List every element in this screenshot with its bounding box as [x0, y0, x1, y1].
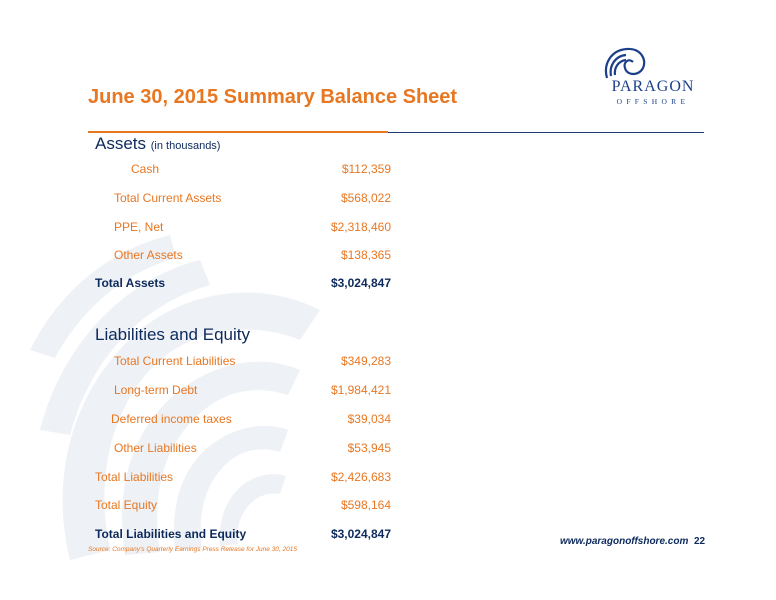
row-value-total-current-liabilities: $349,283 — [340, 354, 391, 368]
row-value-total-assets: $3,024,847 — [330, 276, 391, 290]
row-value-other-assets: $138,365 — [340, 248, 391, 262]
assets-heading-text: Assets — [95, 134, 147, 153]
row-label-deferred-income-taxes: Deferred income taxes — [111, 412, 232, 426]
row-value-ppe-net: $2,318,460 — [330, 220, 391, 234]
assets-heading-sub: (in thousands) — [150, 140, 221, 152]
row-value-other-liabilities: $53,945 — [347, 441, 391, 455]
logo-wordmark: PARAGON — [611, 78, 695, 95]
logo-subtitle: OFFSHORE — [616, 97, 690, 106]
row-label-total-liabilities-and-equity: Total Liabilities and Equity — [95, 527, 247, 541]
row-value-total-current-assets: $568,022 — [340, 191, 391, 205]
row-value-long-term-debt: $1,984,421 — [330, 383, 391, 397]
row-label-total-equity: Total Equity — [95, 498, 158, 512]
page-title: June 30, 2015 Summary Balance Sheet — [88, 86, 458, 108]
liabilities-heading: Liabilities and Equity — [95, 325, 250, 344]
row-value-total-liabilities-and-equity: $3,024,847 — [330, 527, 391, 541]
title-accent-divider — [88, 131, 388, 133]
row-label-long-term-debt: Long-term Debt — [114, 383, 198, 397]
row-label-other-assets: Other Assets — [114, 248, 183, 262]
row-value-total-liabilities: $2,426,683 — [330, 470, 391, 484]
nautilus-logo-icon — [601, 46, 649, 80]
website-link[interactable]: www.paragonoffshore.com — [560, 536, 689, 547]
row-label-total-assets: Total Assets — [95, 276, 166, 290]
row-value-total-equity: $598,164 — [340, 498, 391, 512]
page-number: 22 — [694, 536, 706, 547]
paragon-logo — [597, 46, 712, 108]
row-label-ppe-net: PPE, Net — [114, 220, 164, 234]
row-label-total-current-liabilities: Total Current Liabilities — [114, 354, 236, 368]
assets-heading — [95, 134, 220, 154]
row-label-other-liabilities: Other Liabilities — [114, 441, 197, 455]
row-value-deferred-income-taxes: $39,034 — [347, 412, 391, 426]
source-note: Source: Company's Quarterly Earnings Press Release for June 30, 2015 — [88, 546, 297, 553]
row-value-cash: $112,359 — [341, 162, 391, 176]
row-label-total-liabilities: Total Liabilities — [95, 470, 174, 484]
row-label-cash: Cash — [131, 162, 160, 176]
row-label-total-current-assets: Total Current Assets — [114, 191, 222, 205]
